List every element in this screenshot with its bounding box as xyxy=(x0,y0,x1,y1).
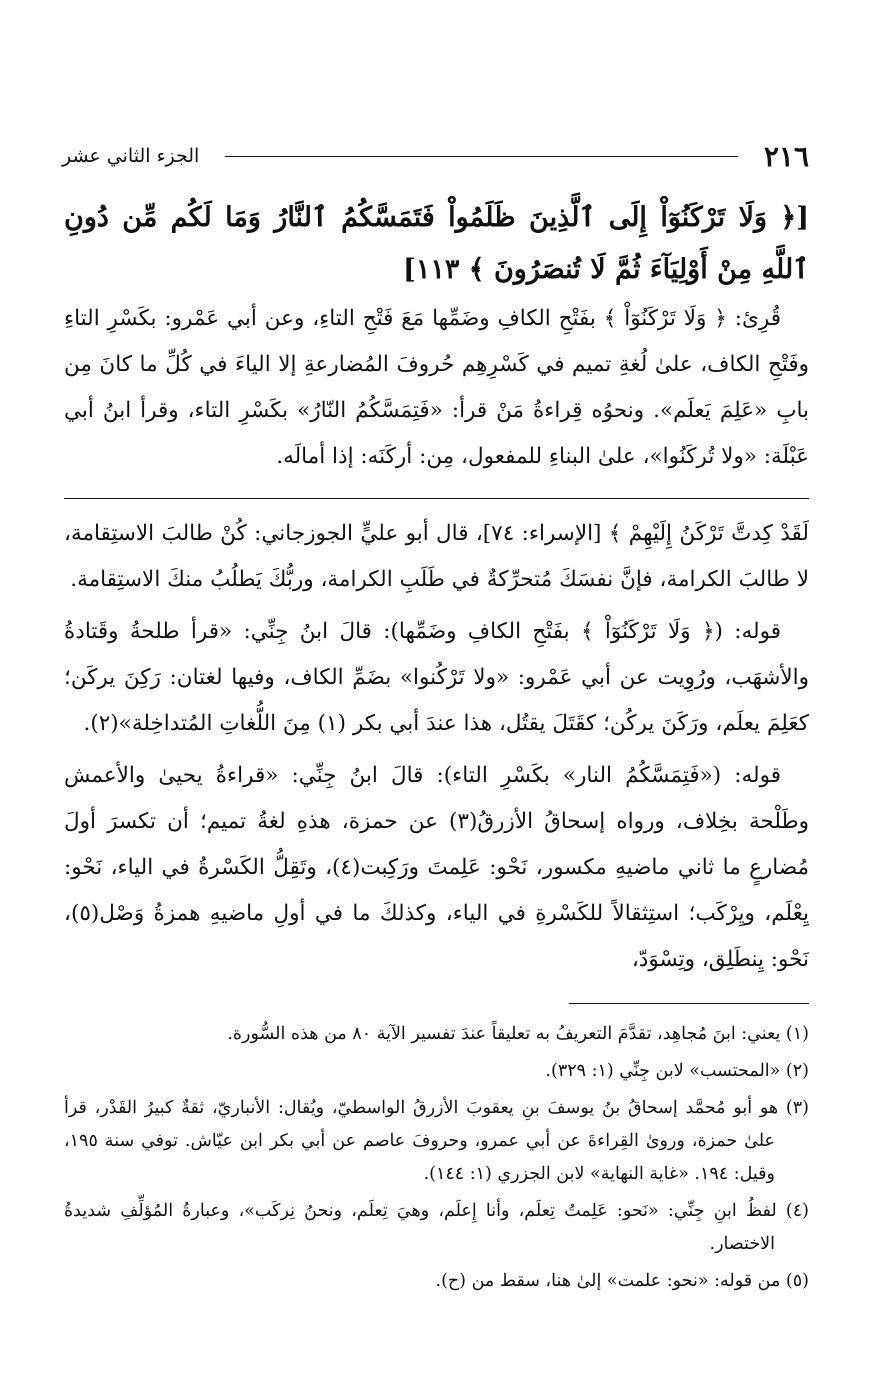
running-title: الجزء الثاني عشر xyxy=(62,145,200,167)
gloss-paragraph-1: لَقَدْ كِدتَّ تَرْكَنُ إِلَيْهِمْ ﴾ [الإسراء: ٧٤]، قال أبو عليٍّ الجوزجاني: كُنْ طالبَ الاستِقامة، لا طالبَ الكرامة، فإنَّ نفسَكَ مُتحرِّكةٌ في طَلَبِ الكرامة، وربُّكَ يَطلُبُ منكَ الاستِقامة. xyxy=(64,521,809,592)
page-header xyxy=(62,136,809,176)
page-number: ٢١٦ xyxy=(763,139,809,173)
footnote-4: (٤) لفظُ ابنِ جِنِّي: «نَحو: عَلِمتُ تِعلَم، وأنا إِعلَم، وهيَ تِعلَم، ونحنُ نِركَب»، وعبارةُ المُؤلِّفِ شديدةُ الاختصار. xyxy=(64,1201,809,1254)
footnote-5: (٥) من قوله: «نحو: علمت» إلىٰ هنا، سقط من (ح). xyxy=(435,1271,809,1291)
commentary-paragraph: قُرِئ: ﴿ وَلَا تَرْكَنُوٓاْ ﴾ بفَتْحِ الكافِ وضَمِّها مَعَ فَتْحِ التاءِ، وعن أبي عَمْرو: بكَسْرِ التاءِ وفَتْحِ الكاف، علىٰ لُغةِ تميم في كَسْرِهِم حُروفَ المُضارعةِ إلا الياءَ في كُلِّ ما كانَ مِن بابِ «عَلِمَ يَعلَم». ونحوُه قِراءةُ مَنْ قرأ: «فَتِمَسَّكُمُ النّارُ» بكَسْرِ التاء، وقرأ ابنُ أبي عَبْلَة: «ولا تُركَنُوا»، علىٰ البناءِ للمفعول، مِن: أركَنَه: إذا أمالَه. xyxy=(64,306,809,469)
footnote-divider xyxy=(569,1003,809,1004)
footnotes xyxy=(64,1018,809,1298)
gloss-paragraph-3: قوله: («فَتِمَسَّكُمُ النار» بكَسْرِ التاء): قالَ ابنُ جِنِّي: «قراءةُ يحيىٰ والأعمش وطَلْحة بخِلاف، ورواه إسحاقُ الأزرقُ(٣) عن حمزة، هذهِ لغةُ تميم؛ أن تكسرَ أولَ مُضارعٍ ما ثاني ماضيهِ مكسور، نَحْو: عَلِمتَ ورَكِبت(٤)، وتَقِلُّ الكَسْرةُ في الياء، نَحْو: يِعْلَم، ويِرْكَب؛ استِثقالاً للكَسْرةِ في الياء، وكذلكَ ما في أولِ ماضيهِ همزةُ وَصْل(٥)، نَحْو: يِنطَلِق، وتِسْوَدّ، xyxy=(64,763,810,972)
gloss-paragraph-2: قوله: (﴿ وَلَا تَرْكَنُوٓاْ ﴾ بفَتْحِ الكافِ وضَمِّها): قالَ ابنُ جِنِّي: «قرأ طلحةُ وقَتادةُ والأشهَب، ورُوِيت عن أبي عَمْرو: «ولا تَرْكُنوا» بضَمِّ الكاف، وفيها لغتان: رَكِنَ يركَن؛ كعَلِمَ يعلَم، ورَكَنَ يركُن؛ كقَتَلَ يقتُل، هذا عندَ أبي بكر (١) مِنَ اللُّغاتِ المُتداخِلة»(٢). xyxy=(64,619,809,736)
footnote-2: (٢) «المحتسب» لابن جِنِّي (١: ٣٢٩). xyxy=(545,1061,809,1081)
footnote-1: (١) يعني: ابنَ مُجاهِد، تقدَّمَ التعريفُ به تعليقاً عندَ تفسير الآية ٨٠ من هذه السُّورة. xyxy=(227,1024,809,1044)
header-divider xyxy=(225,156,738,157)
page-content xyxy=(64,192,809,1302)
footnote-3: (٣) هو أبو مُحمَّد إسحاقُ بنُ يوسفَ بنِ يعقوبَ الأزرقُ الواسطيّ، ويُقال: الأنباريّ، ثقةٌ كبيرُ القَدْر، قرأ علىٰ حمزة، وروىٰ القِراءةَ عن أبي عمرو، وحروفَ عاصم عن أبي بكر ابن عيّاش. توفي سنة ١٩٥، وقيل: ١٩٤. «غاية النهاية» لابن الجزري (١: ١٤٤). xyxy=(64,1098,809,1184)
section-divider xyxy=(64,498,809,499)
quran-verse: [﴿ وَلَا تَرْكَنُوٓاْ إِلَى ٱلَّذِينَ ظَلَمُواْ فَتَمَسَّكُمُ ٱلنَّارُ وَمَا لَكُم مِّن دُونِ ٱللَّهِ مِنْ أَوْلِيَآءَ ثُمَّ لَا تُنصَرُونَ ﴾ ١١٣] xyxy=(64,202,809,285)
